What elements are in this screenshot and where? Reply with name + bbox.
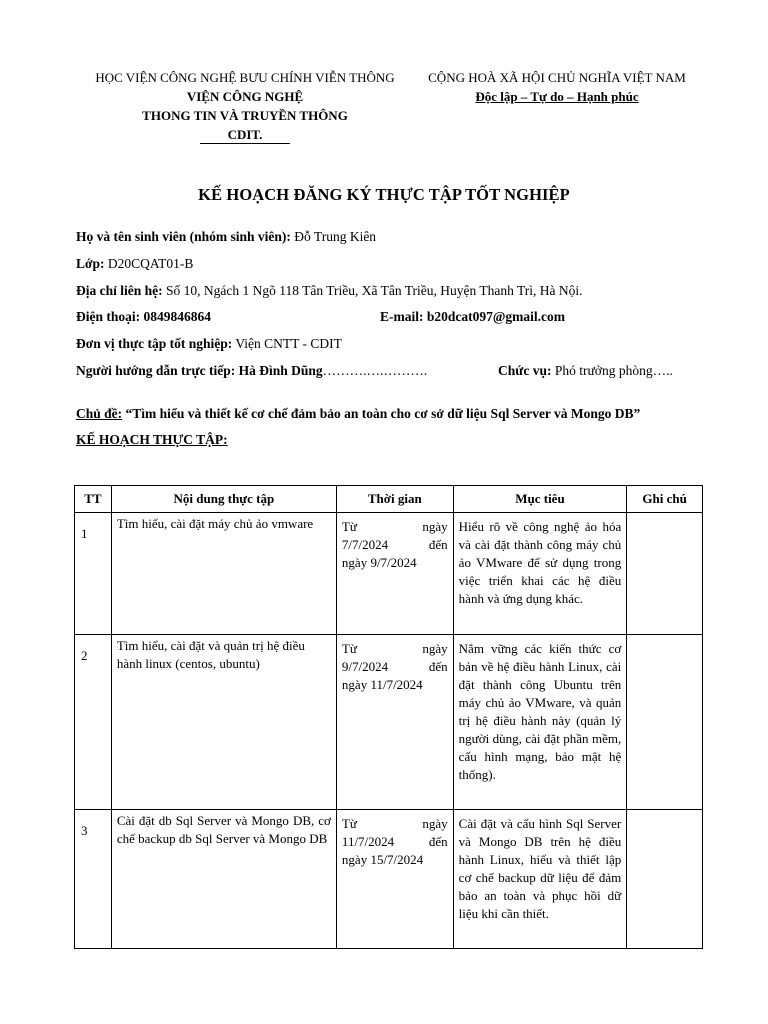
- time-day: ngày: [422, 641, 448, 656]
- time-from: Từ: [341, 519, 357, 534]
- department-abbr: CDIT.: [200, 127, 291, 144]
- row-content: Cài đặt db Sql Server và Mongo DB, cơ chế backup db Sql Server và Mongo DB: [111, 810, 336, 949]
- unit-line: [76, 336, 342, 352]
- row-note: [627, 513, 703, 635]
- class-line: [76, 256, 193, 272]
- position-label: Chức vụ:: [498, 363, 552, 378]
- topic-value: “Tìm hiểu và thiết kế cơ chế đảm bảo an toàn cho cơ sở dữ liệu Sql Server và Mongo DB”: [122, 406, 641, 421]
- time-from: Từ: [341, 816, 357, 831]
- student-name-line: [76, 229, 376, 245]
- time-day: ngày: [422, 816, 448, 831]
- time-to: đến: [428, 834, 448, 849]
- time-to: đến: [428, 537, 448, 552]
- row-content: Tìm hiểu, cài đặt máy chủ ảo vmware: [111, 513, 336, 635]
- time-start: 7/7/2024: [341, 537, 389, 552]
- address-label: Địa chỉ liên hệ:: [76, 283, 163, 298]
- address-value: Số 10, Ngách 1 Ngõ 118 Tân Triều, Xã Tân Triều, Huyện Thanh Trì, Hà Nội.: [162, 283, 583, 298]
- document-title: KẾ HOẠCH ĐĂNG KÝ THỰC TẬP TỐT NGHIỆP: [198, 185, 570, 204]
- time-to: đến: [428, 659, 448, 674]
- class-label: Lớp:: [76, 256, 105, 271]
- row-content: Tìm hiểu, cài đặt và quản trị hệ điều hành linux (centos, ubuntu): [111, 635, 336, 810]
- address-line: [76, 283, 583, 299]
- table-header-row: [75, 486, 703, 513]
- row-goal: Nắm vững các kiến thức cơ bản về hệ điều hành Linux, cài đặt thành công Ubuntu trên máy chủ ảo VMware, và quản trị hệ điều hành này (quản lý người dùng, cài đặt phần mềm, cấu hình mạng, bảo mật hệ thống).: [453, 635, 627, 810]
- table-row: [75, 635, 703, 810]
- header-left: [78, 68, 412, 144]
- mentor-label: Người hướng dẫn trực tiếp: Hà Đình Dũng: [76, 363, 323, 378]
- class-value: D20CQAT01-B: [104, 256, 194, 271]
- mentor-dots: ……….….……….: [322, 363, 428, 378]
- mentor-line: [76, 363, 427, 379]
- row-time: [336, 635, 453, 810]
- row-note: [627, 635, 703, 810]
- department-name-2: THONG TIN VÀ TRUYỀN THÔNG: [142, 108, 348, 123]
- row-time: [336, 513, 453, 635]
- header-goal: Mục tiêu: [453, 486, 627, 513]
- header-tt: TT: [75, 486, 112, 513]
- phone-line: Điện thoại: 0849846864: [76, 309, 211, 324]
- table-row: [75, 513, 703, 635]
- time-end: ngày 11/7/2024: [341, 677, 423, 692]
- topic-line: [76, 406, 640, 422]
- row-goal: Hiểu rõ về công nghệ ảo hóa và cài đặt thành công máy chủ ảo VMware để sử dụng trong việc triển khai các hệ điều hành và ứng dụng khác.: [453, 513, 627, 635]
- row-number: 2: [75, 635, 112, 810]
- header-right: [420, 68, 694, 106]
- country-name: CỘNG HOÀ XÃ HỘI CHỦ NGHĨA VIỆT NAM: [428, 70, 686, 85]
- time-start: 11/7/2024: [341, 834, 395, 849]
- plan-heading: KẾ HOẠCH THỰC TẬP:: [76, 432, 228, 447]
- header-time: Thời gian: [336, 486, 453, 513]
- row-number: 3: [75, 810, 112, 949]
- time-end: ngày 15/7/2024: [341, 852, 424, 867]
- row-time: [336, 810, 453, 949]
- header-content: Nội dung thực tập: [111, 486, 336, 513]
- time-start: 9/7/2024: [341, 659, 389, 674]
- student-name-value: Đỗ Trung Kiên: [290, 229, 377, 244]
- header-note: Ghi chú: [627, 486, 703, 513]
- position-value: Phó trưởng phòng…..: [551, 363, 673, 378]
- national-motto: Độc lập – Tự do – Hạnh phúc: [475, 89, 639, 104]
- student-name-label: Họ và tên sinh viên (nhóm sinh viên):: [76, 229, 291, 244]
- unit-label: Đơn vị thực tập tốt nghiệp:: [76, 336, 233, 351]
- row-note: [627, 810, 703, 949]
- email-line: E-mail: b20dcat097@gmail.com: [380, 309, 566, 324]
- position-line: [498, 363, 673, 379]
- row-number: 1: [75, 513, 112, 635]
- time-day: ngày: [422, 519, 448, 534]
- table-row: [75, 810, 703, 949]
- row-goal: Cài đặt và cấu hình Sql Server và Mongo DB trên hệ điều hành Linux, hiểu và thiết lập cơ chế backup dữ liệu để đảm bảo an toàn và phục hồi dữ liệu khi cần thiết.: [453, 810, 627, 949]
- topic-label: Chủ đề:: [76, 406, 123, 421]
- department-name-1: VIỆN CÔNG NGHỆ: [186, 89, 304, 104]
- unit-value: Viện CNTT - CDIT: [232, 336, 342, 351]
- time-from: Từ: [341, 641, 357, 656]
- internship-plan-table: [74, 485, 703, 949]
- time-end: ngày 9/7/2024: [341, 555, 417, 570]
- institute-name: HỌC VIỆN CÔNG NGHỆ BƯU CHÍNH VIỄN THÔNG: [95, 70, 395, 85]
